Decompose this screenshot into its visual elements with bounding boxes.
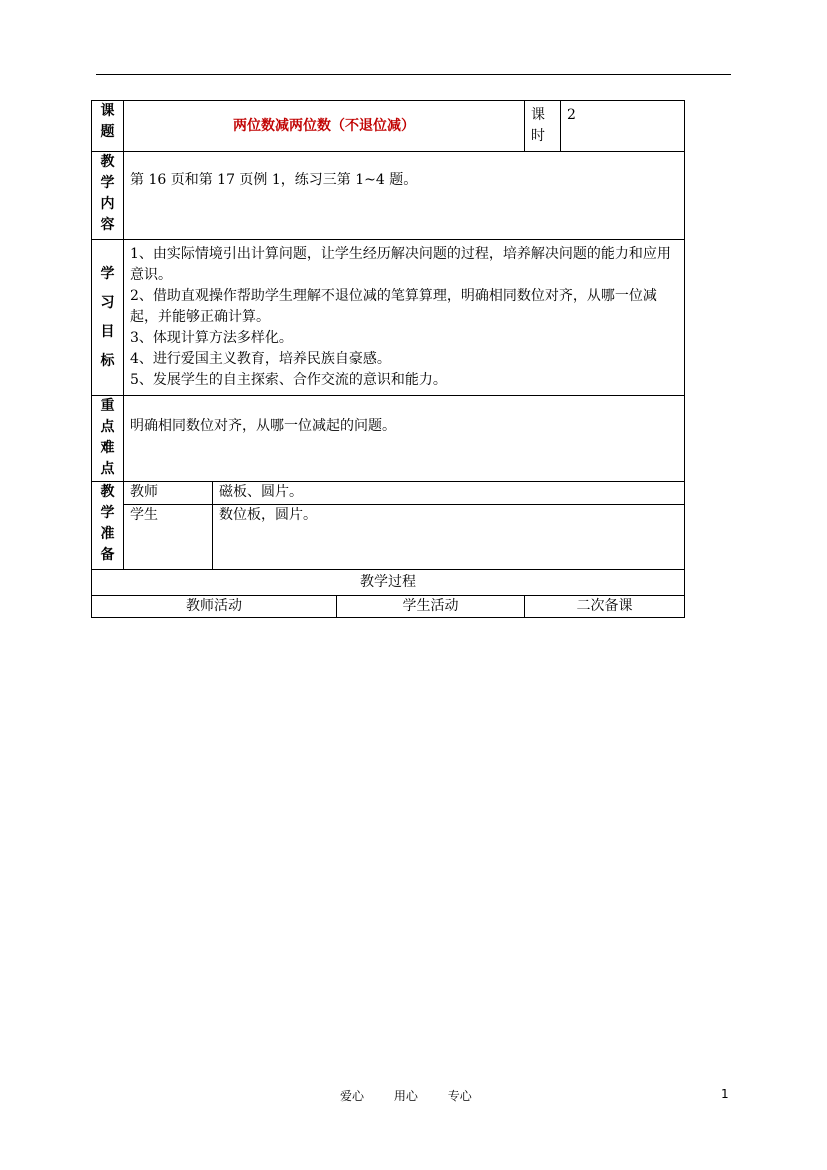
goals-list — [124, 240, 684, 395]
topic-label: 课 题 — [92, 101, 124, 152]
key-label: 重 点 难 点 — [92, 396, 124, 482]
key-row — [92, 396, 685, 482]
goal-item: 1、由实际情境引出计算问题，让学生经历解决问题的过程，培养解决问题的能力和应用意识。 — [130, 246, 671, 283]
goal-item: 2、借助直观操作帮助学生理解不退位减的笔算算理，明确相同数位对齐，从哪一位减起，并能够正确计算。 — [130, 288, 657, 325]
col-student-activity: 学生活动 — [337, 596, 525, 618]
content-label: 教 学 内 容 — [92, 152, 124, 240]
goal-item: 4、进行爱国主义教育，培养民族自豪感。 — [130, 351, 391, 367]
student-label: 学生 — [124, 505, 213, 570]
goal-item: 3、体现计算方法多样化。 — [130, 330, 293, 346]
process-title: 教学过程 — [92, 570, 685, 596]
col-teacher-activity: 教师活动 — [92, 596, 337, 618]
process-row — [92, 570, 685, 596]
prep-teacher-row — [92, 482, 685, 505]
col-second-prep: 二次备课 — [525, 596, 685, 618]
student-prep: 数位板，圆片。 — [213, 505, 685, 570]
content-row — [92, 152, 685, 240]
period-label: 课时 — [525, 101, 561, 152]
content-text: 第 16 页和第 17 页例 1，练习三第 1~4 题。 — [124, 152, 685, 240]
header-rule — [96, 74, 731, 75]
process-columns-row — [92, 596, 685, 618]
page-number: 1 — [721, 1087, 729, 1101]
goals-label: 学 习 目 标 — [92, 240, 124, 396]
teacher-prep: 磁板、圆片。 — [213, 482, 685, 505]
key-text: 明确相同数位对齐，从哪一位减起的问题。 — [124, 396, 685, 482]
lesson-title: 两位数减两位数（不退位减） — [124, 101, 525, 152]
topic-row — [92, 101, 685, 152]
goal-item: 5、发展学生的自主探索、合作交流的意识和能力。 — [130, 372, 447, 388]
goals-row — [92, 240, 685, 396]
period-value: 2 — [561, 101, 685, 152]
lesson-plan-table — [91, 100, 685, 618]
goals-cell — [124, 240, 685, 396]
prep-student-row — [92, 505, 685, 570]
prep-label: 教 学 准 备 — [92, 482, 124, 570]
teacher-label: 教师 — [124, 482, 213, 505]
footer-slogan: 爱心 用心 专心 — [340, 1089, 472, 1103]
